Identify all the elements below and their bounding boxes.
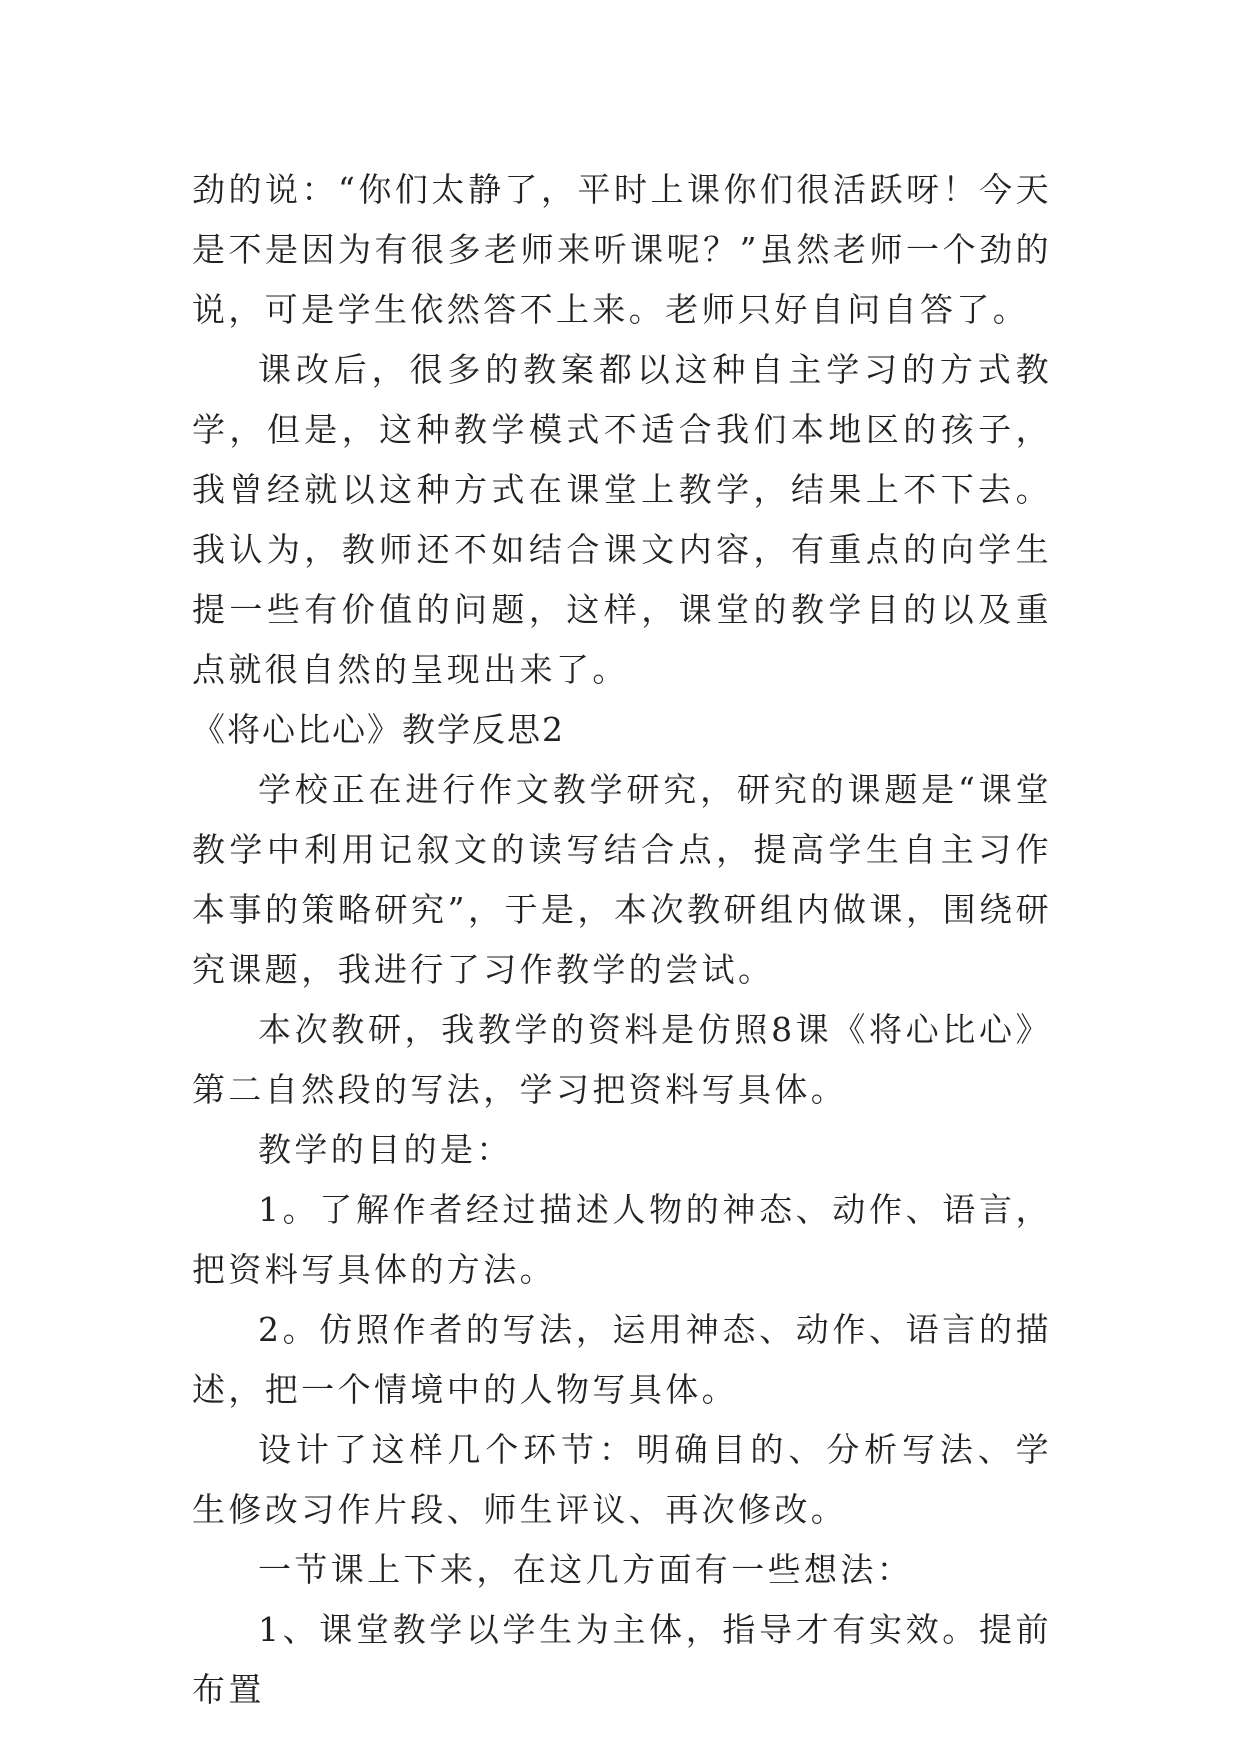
paragraph-reflection-1: 1、课堂教学以学生为主体，指导才有实效。提前布置 (192, 1610, 1052, 1709)
paragraph-curriculum-reform: 课改后，很多的教案都以这种自主学习的方式教学，但是，这种教学模式不适合我们本地区的孩子，我曾经就以这种方式在课堂上教学，结果上不下去。我认为，教师还不如结合课文内容，有重点的向学生提一些有价值的问题，这样，课堂的教学目的以及重点就很自然的呈现出来了。 (192, 350, 1052, 689)
paragraph-goal-1: 1。了解作者经过描述人物的神态、动作、语言，把资料写具体的方法。 (192, 1190, 1052, 1289)
paragraph-teaching-material: 本次教研，我教学的资料是仿照8课《将心比心》第二自然段的写法，学习把资料写具体。 (192, 1010, 1052, 1109)
document-body (192, 160, 1052, 1720)
paragraph-goal-2: 2。仿照作者的写法，运用神态、动作、语言的描述，把一个情境中的人物写具体。 (192, 1310, 1052, 1409)
paragraph-continuation: 劲的说：“你们太静了，平时上课你们很活跃呀！今天是不是因为有很多老师来听课呢？”虽然老师一个劲的说，可是学生依然答不上来。老师只好自问自答了。 (192, 170, 1052, 329)
section-heading: 《将心比心》教学反思2 (192, 710, 565, 749)
paragraph-lesson-steps: 设计了这样几个环节：明确目的、分析写法、学生修改习作片段、师生评议、再次修改。 (192, 1430, 1052, 1529)
paragraph-research-topic: 学校正在进行作文教学研究，研究的课题是“课堂教学中利用记叙文的读写结合点，提高学生自主习作本事的策略研究”，于是，本次教研组内做课，围绕研究课题，我进行了习作教学的尝试。 (192, 770, 1052, 989)
paragraph-reflection-intro: 一节课上下来，在这几方面有一些想法： (258, 1550, 914, 1589)
paragraph-teaching-goals-intro: 教学的目的是： (258, 1130, 513, 1169)
